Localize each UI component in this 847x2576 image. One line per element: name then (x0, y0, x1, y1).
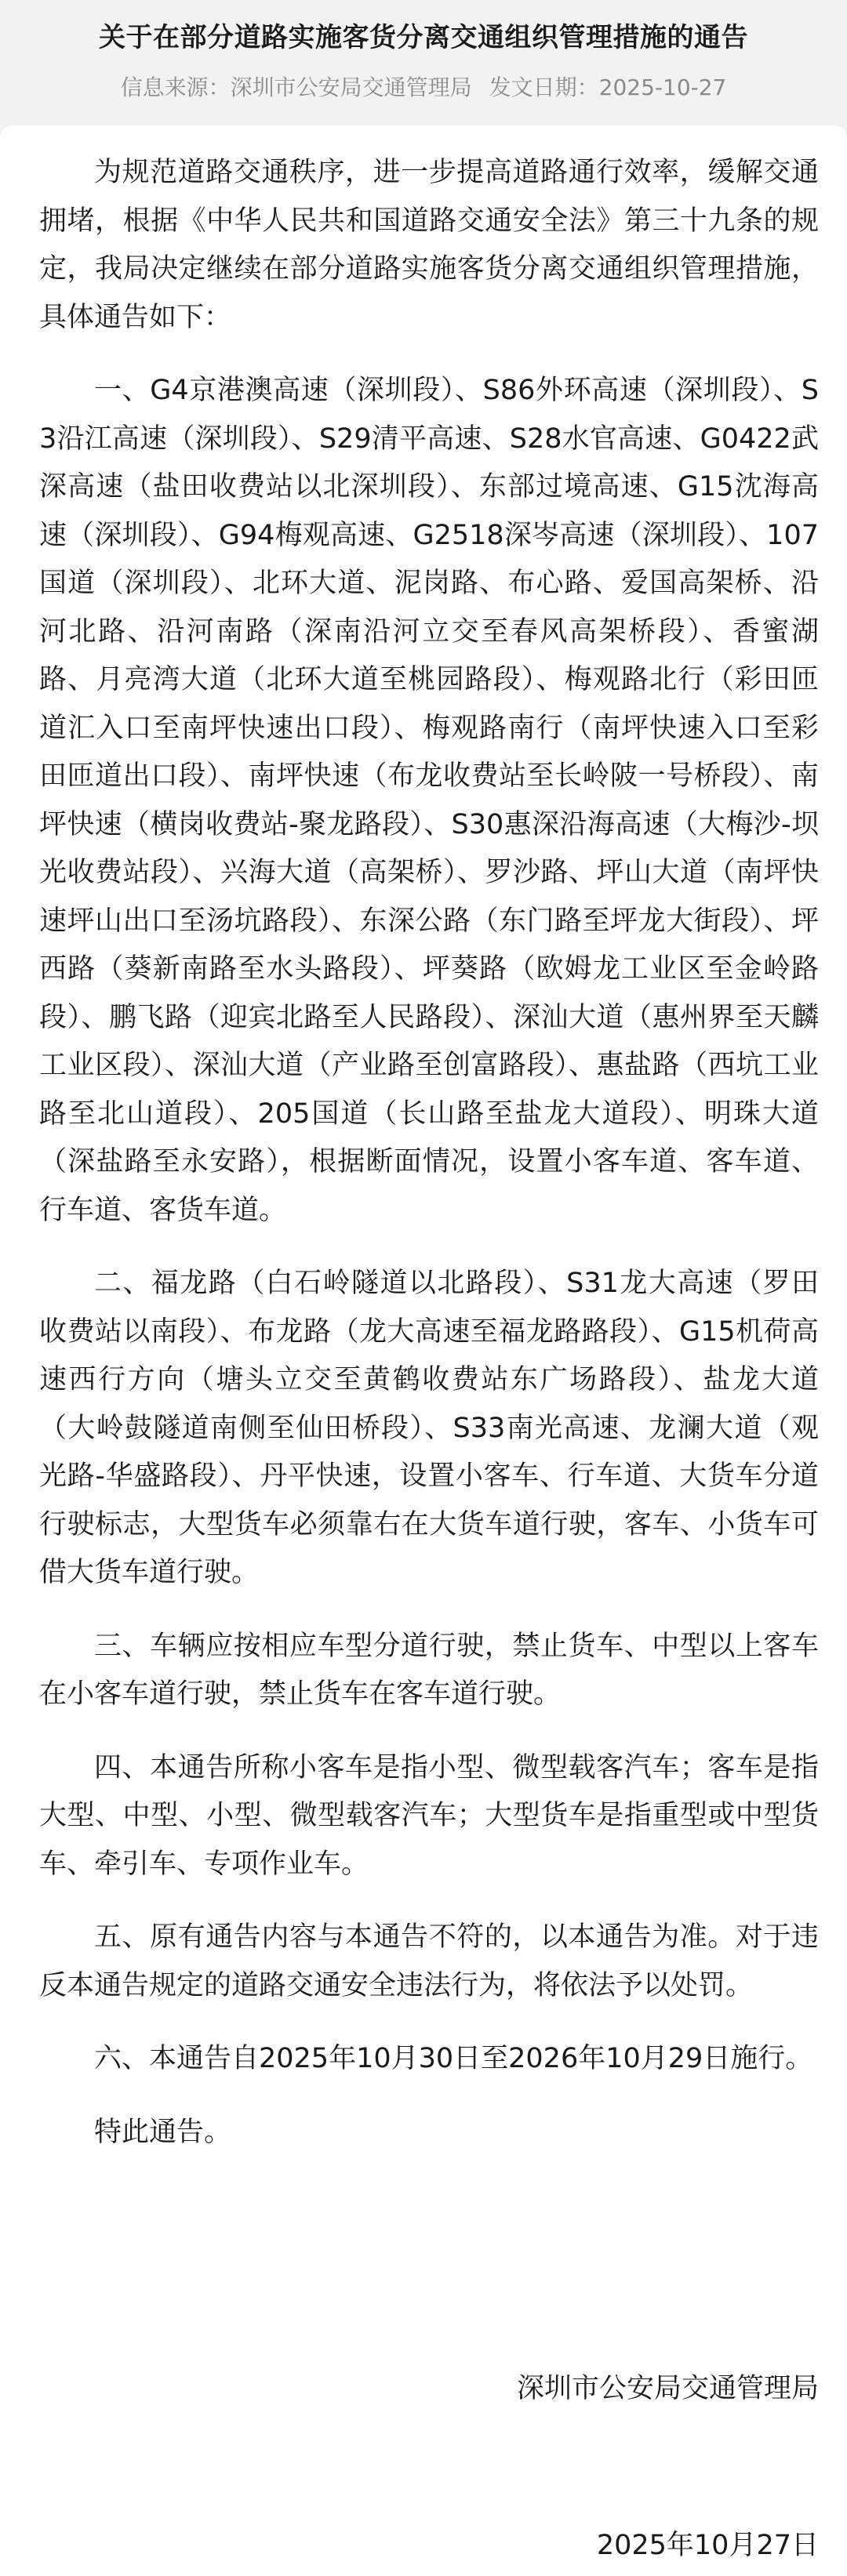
notice-body (39, 149, 819, 2182)
source-label: 信息来源：深圳市公安局交通管理局 (120, 74, 472, 100)
page-title: 关于在部分道路实施客货分离交通组织管理措施的通告 (99, 22, 748, 53)
issuer-signature: 深圳市公安局交通管理局 (516, 2373, 819, 2404)
item-3-paragraph: 三、车辆应按相应车型分道行驶，禁止货车、中型以上客车在小客车道行驶，禁止货车在客车道行驶。 (39, 1630, 819, 1710)
item-6-paragraph: 六、本通告自2025年10月30日至2026年10月29日施行。 (94, 2043, 813, 2074)
notice-meta (0, 72, 847, 103)
item-1-paragraph: 一、G4京港澳高速（深圳段）、S86外环高速（深圳段）、S3沿江高速（深圳段）、S29清平高速、S28水官高速、G0422武深高速（盐田收费站以北深圳段）、东部过境高速、G15沈海高速（深圳段）、G94梅观高速、G2518深岑高速（深圳段）、107国道（深圳段）、北环大道、泥岗路、布心路、爱国高架桥、沿河北路、沿河南路（深南沿河立交至春风高架桥段）、香蜜湖路、月亮湾大道（北环大道至桃园路段）、梅观路北行（彩田匝道汇入口至南坪快速出口段）、梅观路南行（南坪快速入口至彩田匝道出口段）、南坪快速（布龙收费站至长岭陂一号桥段）、南坪快速（横岗收费站-聚龙路段）、S30惠深沿海高速（大梅沙-坝光收费站段）、兴海大道（高架桥）、罗沙路、坪山大道（南坪快速坪山出口至汤坑路段）、东深公路（东门路至坪龙大街段）、坪西路（葵新南路至水头路段）、坪葵路（欧姆龙工业区至金岭路段）、鹏飞路（迎宾北路至人民路段）、深汕大道（惠州界至天麟工业区段）、深汕大道（产业路至创富路段）、惠盐路（西坑工业路至北山道段）、205国道（长山路至盐龙大道段）、明珠大道（深盐路至永安路），根据断面情况，设置小客车道、客车道、行车道、客货车道。 (39, 375, 819, 1226)
notice-header (0, 0, 847, 125)
intro-paragraph: 为规范道路交通秩序，进一步提高道路通行效率，缓解交通拥堵，根据《中华人民共和国道路交通安全法》第三十九条的规定，我局决定继续在部分道路实施客货分离交通组织管理措施，具体通告如下： (39, 157, 819, 333)
closing-paragraph: 特此通告。 (94, 2116, 232, 2148)
item-5-paragraph: 五、原有通告内容与本通告不符的，以本通告为准。对于违反本通告规定的道路交通安全违法行为，将依法予以处罚。 (39, 1921, 819, 2001)
publish-date-label: 发文日期：2025-10-27 (489, 74, 727, 100)
item-4-paragraph: 四、本通告所称小客车是指小型、微型载客汽车；客车是指大型、中型、小型、微型载客汽车；大型货车是指重型或中型货车、牵引车、专项作业车。 (39, 1751, 819, 1880)
item-2-paragraph: 二、福龙路（白石岭隧道以北路段）、S31龙大高速（罗田收费站以南段）、布龙路（龙大高速至福龙路路段）、G15机荷高速西行方向（塘头立交至黄鹤收费站东广场路段）、盐龙大道（大岭鼓隧道南侧至仙田桥段）、S33南光高速、龙澜大道（观光路-华盛路段）、丹平快速，设置小客车、行车道、大货车分道行驶标志，大型货车必须靠右在大货车道行驶，客车、小货车可借大货车道行驶。 (39, 1268, 819, 1588)
signature-date: 2025年10月27日 (596, 2530, 819, 2561)
